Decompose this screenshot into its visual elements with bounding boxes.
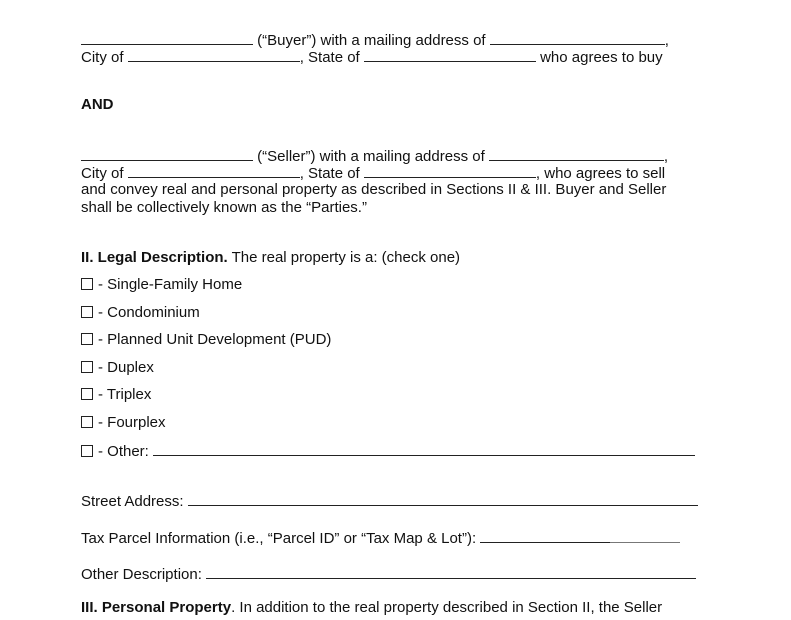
seller-state-field[interactable] — [364, 163, 536, 178]
option-label: - Duplex — [98, 359, 154, 376]
seller-line-2 — [81, 163, 665, 183]
street-address-label: Street Address: — [81, 493, 188, 510]
city-label: City of — [81, 165, 128, 182]
section-2-heading-line — [81, 249, 460, 267]
and-label: AND — [81, 96, 114, 113]
seller-address-field[interactable] — [489, 146, 664, 161]
comma: , — [664, 32, 669, 49]
tax-parcel-line — [81, 528, 680, 548]
option-label: - Triplex — [98, 386, 152, 403]
other-description-label: Other Description: — [81, 566, 207, 583]
option-triplex[interactable] — [81, 386, 151, 404]
option-condominium[interactable] — [81, 304, 200, 322]
seller-name-field[interactable] — [81, 146, 253, 161]
city-label: City of — [81, 49, 128, 66]
option-label: - Other: — [98, 443, 154, 460]
option-pud[interactable] — [81, 331, 331, 349]
option-label: - Condominium — [98, 304, 200, 321]
other-description-field[interactable] — [206, 564, 696, 579]
seller-label: (“Seller”) with a mailing address of — [253, 148, 489, 165]
buyer-line-2 — [81, 47, 663, 67]
section-2-heading: II. Legal Description. — [81, 249, 228, 266]
checkbox-icon[interactable] — [81, 445, 93, 457]
buyer-city-field[interactable] — [128, 47, 300, 62]
agrees-to-sell-text: , who agrees to sell — [535, 165, 666, 182]
buyer-name-field[interactable] — [81, 30, 253, 45]
seller-line-4: shall be collectively known as the “Parties.” — [81, 199, 367, 216]
street-address-line — [81, 491, 698, 511]
option-label: - Planned Unit Development (PUD) — [98, 331, 332, 348]
checkbox-icon[interactable] — [81, 306, 93, 318]
checkbox-icon[interactable] — [81, 388, 93, 400]
section-3-line — [81, 599, 662, 617]
option-label: - Fourplex — [98, 414, 166, 431]
tax-parcel-field-extension[interactable] — [610, 528, 680, 543]
other-description-line — [81, 564, 696, 584]
checkbox-icon[interactable] — [81, 333, 93, 345]
tax-parcel-field[interactable] — [480, 528, 610, 543]
section-3-text: . In addition to the real property described in Section II, the Seller — [231, 599, 663, 616]
state-label: , State of — [299, 49, 364, 66]
section-2-intro: The real property is a: (check one) — [227, 249, 461, 266]
option-single-family[interactable] — [81, 276, 242, 294]
option-duplex[interactable] — [81, 359, 154, 377]
buyer-state-field[interactable] — [364, 47, 536, 62]
checkbox-icon[interactable] — [81, 278, 93, 290]
street-address-field[interactable] — [188, 491, 698, 506]
option-other[interactable] — [81, 441, 695, 461]
option-label: - Single-Family Home — [98, 276, 243, 293]
buyer-address-field[interactable] — [490, 30, 665, 45]
other-type-field[interactable] — [153, 441, 695, 456]
seller-city-field[interactable] — [128, 163, 300, 178]
tax-parcel-label: Tax Parcel Information (i.e., “Parcel ID” or “Tax Map & Lot”): — [81, 530, 481, 547]
comma: , — [663, 148, 669, 165]
state-label: , State of — [299, 165, 364, 182]
agrees-to-buy-text: who agrees to buy — [535, 49, 663, 66]
checkbox-icon[interactable] — [81, 416, 93, 428]
checkbox-icon[interactable] — [81, 361, 93, 373]
option-fourplex[interactable] — [81, 414, 166, 432]
seller-line-3: and convey real and personal property as described in Sections II & III. Buyer and Seller — [81, 181, 667, 198]
buyer-label: (“Buyer”) with a mailing address of — [253, 32, 490, 49]
section-3-heading: III. Personal Property — [81, 599, 232, 616]
